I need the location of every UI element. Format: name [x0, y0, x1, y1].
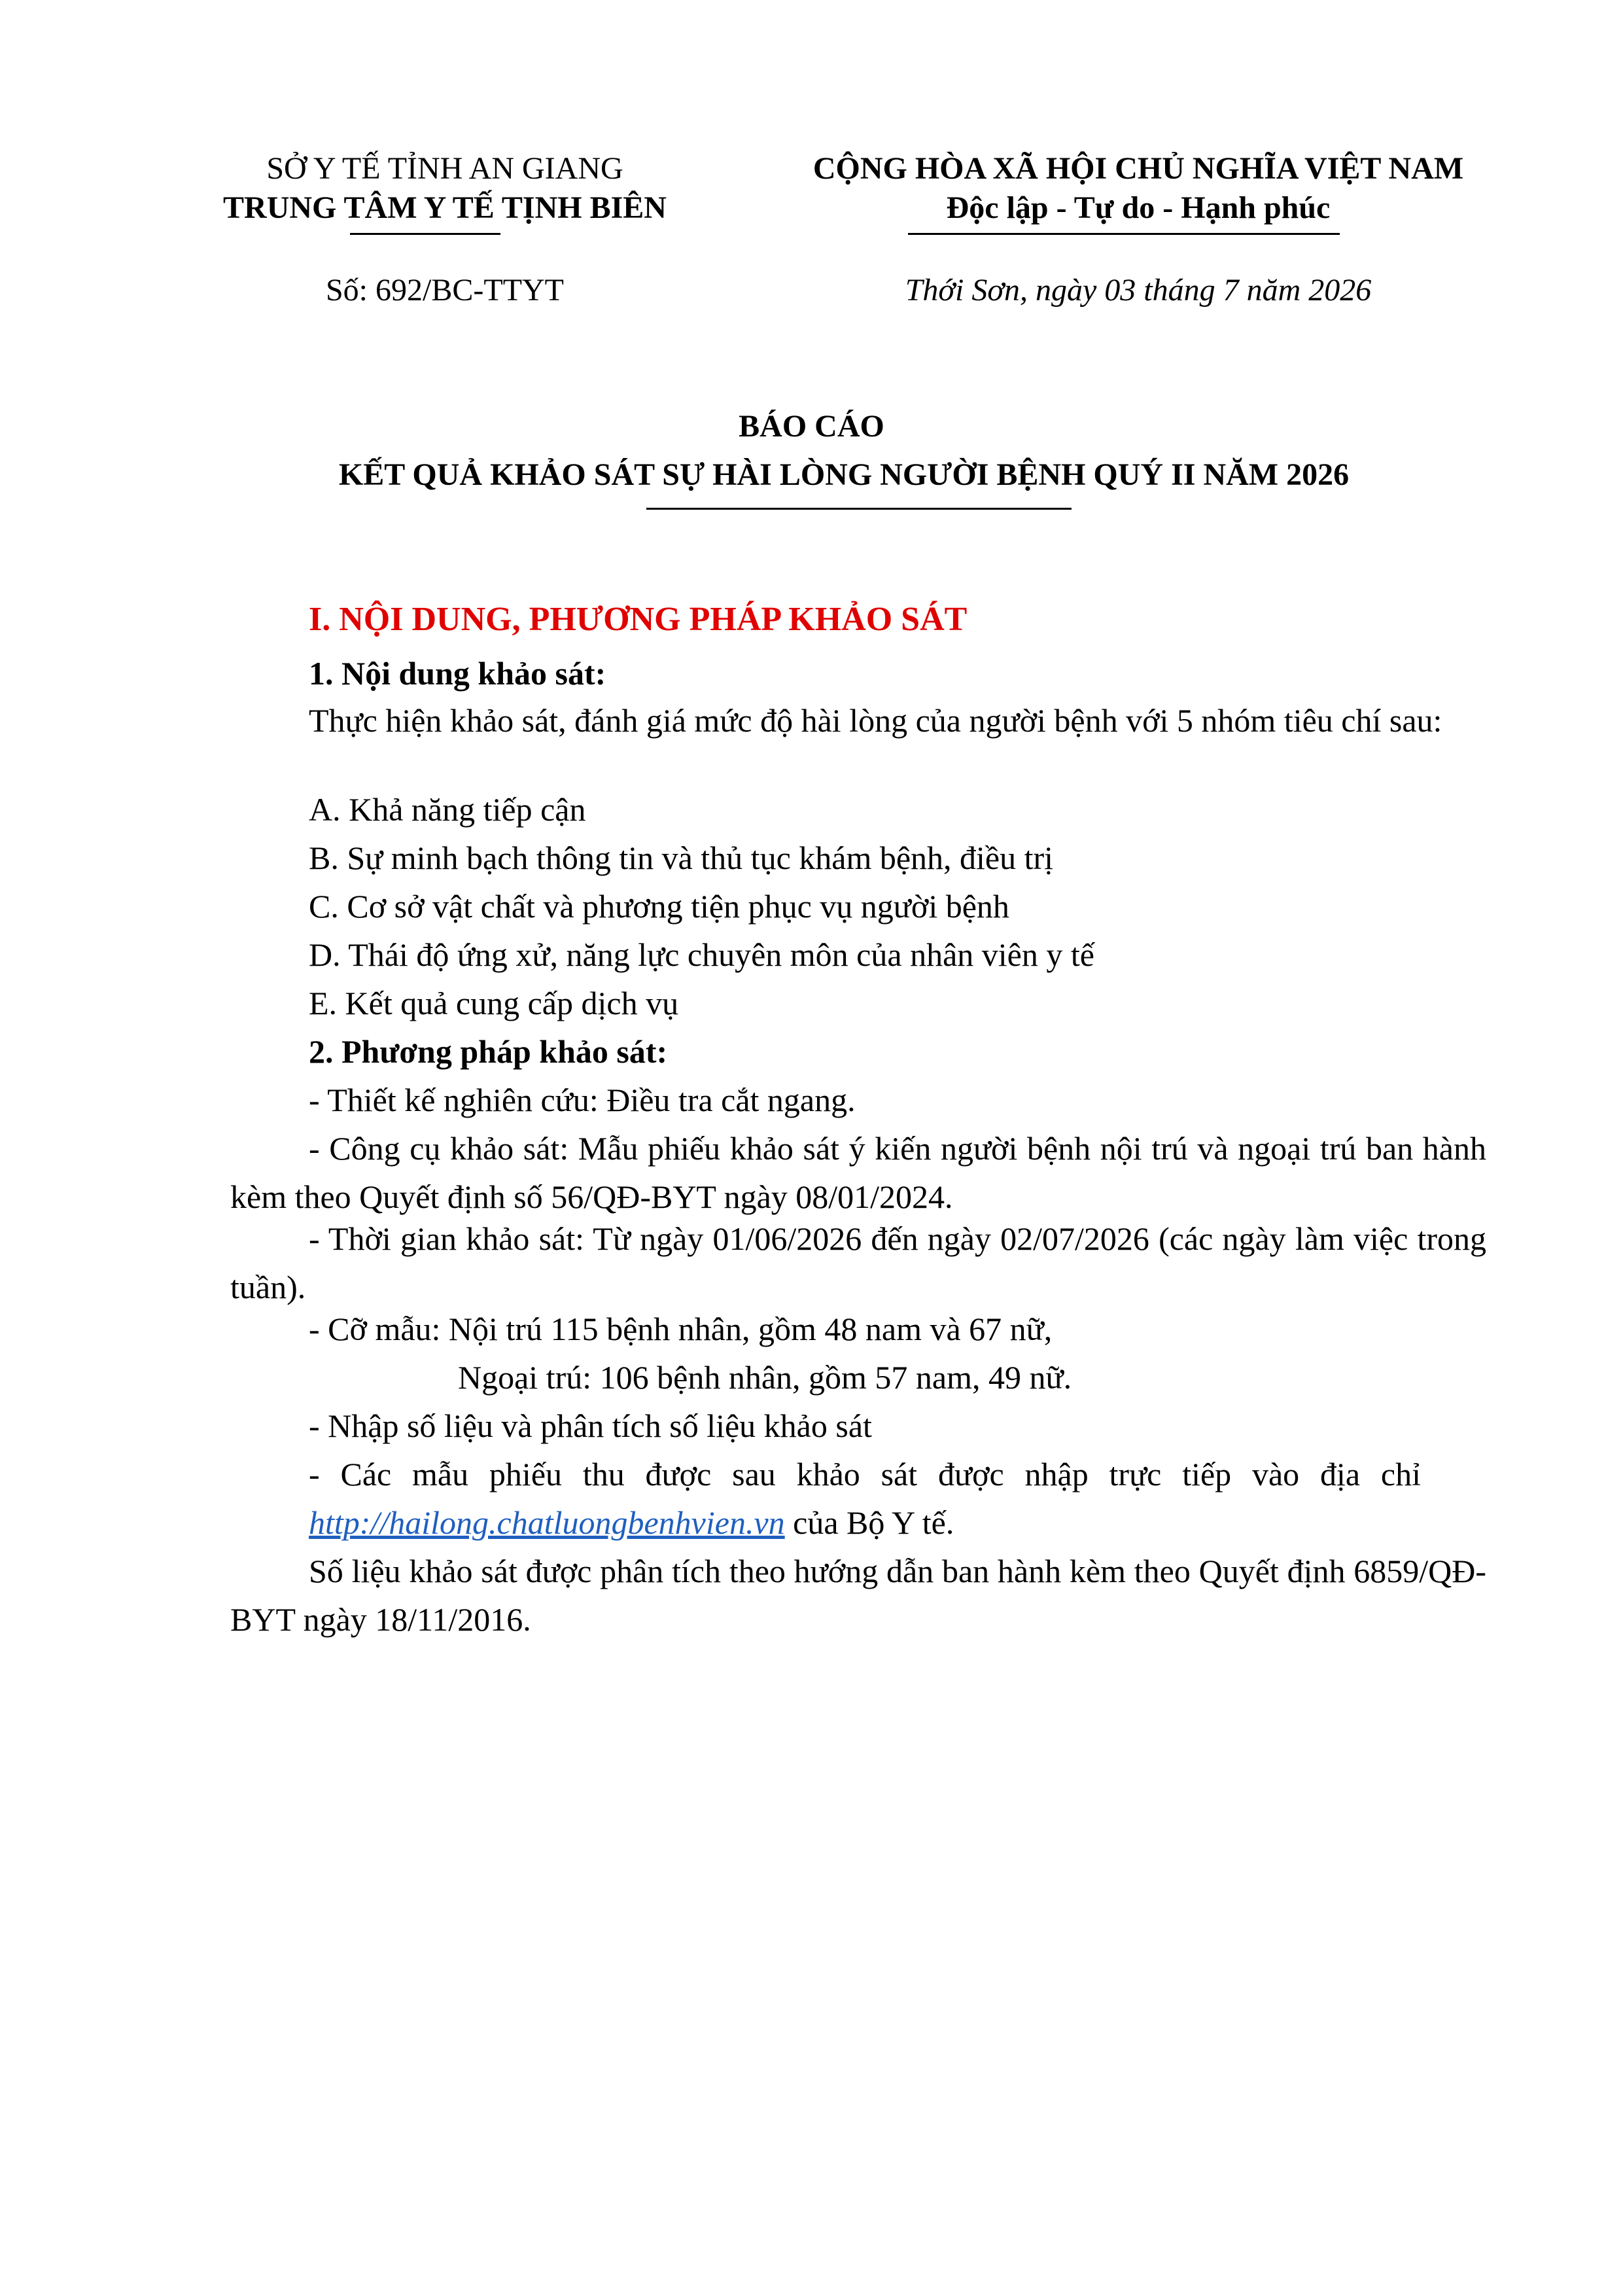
department-name: SỞ Y TẾ TỈNH AN GIANG [266, 151, 623, 186]
criteria-item-c: C. Cơ sở vật chất và phương tiện phục vụ người bệnh [309, 888, 1009, 925]
organization-name: TRUNG TÂM Y TẾ TỊNH BIÊN [223, 190, 667, 225]
criteria-item-d: D. Thái độ ứng xử, năng lực chuyên môn của nhân viên y tế [309, 936, 1094, 973]
data-entry: - Nhập số liệu và phân tích số liệu khảo sát [309, 1407, 872, 1444]
survey-website-link[interactable]: http://hailong.chatluongbenhvien.vn [309, 1504, 785, 1541]
section-heading: I. NỘI DUNG, PHƯƠNG PHÁP KHẢO SÁT [309, 601, 968, 638]
report-title: BÁO CÁO [739, 409, 884, 444]
forms-entry-note: - Các mẫu phiếu thu được sau khảo sát được nhập trực tiếp vào địa chỉ [309, 1456, 1421, 1492]
forms-entry-address [309, 1498, 954, 1547]
subsection-1-heading: 1. Nội dung khảo sát: [309, 655, 606, 692]
place-and-date: Thới Sơn, ngày 03 tháng 7 năm 2026 [905, 273, 1372, 308]
motto-underline [908, 233, 1340, 235]
criteria-item-e: E. Kết quả cung cấp dịch vụ [309, 985, 679, 1021]
analysis-note: Số liệu khảo sát được phân tích theo hướng dẫn ban hành kèm theo Quyết định 6859/QĐ-BYT ngày 18/11/2016. [230, 1553, 1486, 1638]
ministry-suffix: của Bộ Y tế. [784, 1504, 954, 1541]
survey-time: - Thời gian khảo sát: Từ ngày 01/06/2026 đến ngày 02/07/2026 (các ngày làm việc trong tuần). [230, 1220, 1486, 1305]
criteria-item-a: A. Khả năng tiếp cận [309, 791, 586, 828]
national-motto: Độc lập - Tự do - Hạnh phúc [946, 190, 1331, 225]
document-number: Số: 692/BC-TTYT [325, 273, 564, 308]
organization-underline [350, 233, 500, 235]
survey-intro: Thực hiện khảo sát, đánh giá mức độ hài lòng của người bệnh với 5 nhóm tiêu chí sau: [309, 702, 1442, 739]
sample-inpatient: - Cỡ mẫu: Nội trú 115 bệnh nhân, gồm 48 nam và 67 nữ, [309, 1311, 1053, 1347]
criteria-item-b: B. Sự minh bạch thông tin và thủ tục khám bệnh, điều trị [309, 839, 1054, 876]
sample-outpatient: Ngoại trú: 106 bệnh nhân, gồm 57 nam, 49 nữ. [458, 1359, 1072, 1396]
research-design: - Thiết kế nghiên cứu: Điều tra cắt ngang. [309, 1082, 856, 1118]
title-underline [646, 508, 1072, 510]
report-subtitle: KẾT QUẢ KHẢO SÁT SỰ HÀI LÒNG NGƯỜI BỆNH QUÝ II NĂM 2026 [338, 457, 1350, 492]
survey-tool: - Công cụ khảo sát: Mẫu phiếu khảo sát ý kiến người bệnh nội trú và ngoại trú ban hành kèm theo Quyết định số 56/QĐ-BYT ngày 08/01/2024. [230, 1130, 1486, 1215]
country-name: CỘNG HÒA XÃ HỘI CHỦ NGHĨA VIỆT NAM [812, 151, 1464, 186]
subsection-2-heading: 2. Phương pháp khảo sát: [309, 1033, 668, 1070]
